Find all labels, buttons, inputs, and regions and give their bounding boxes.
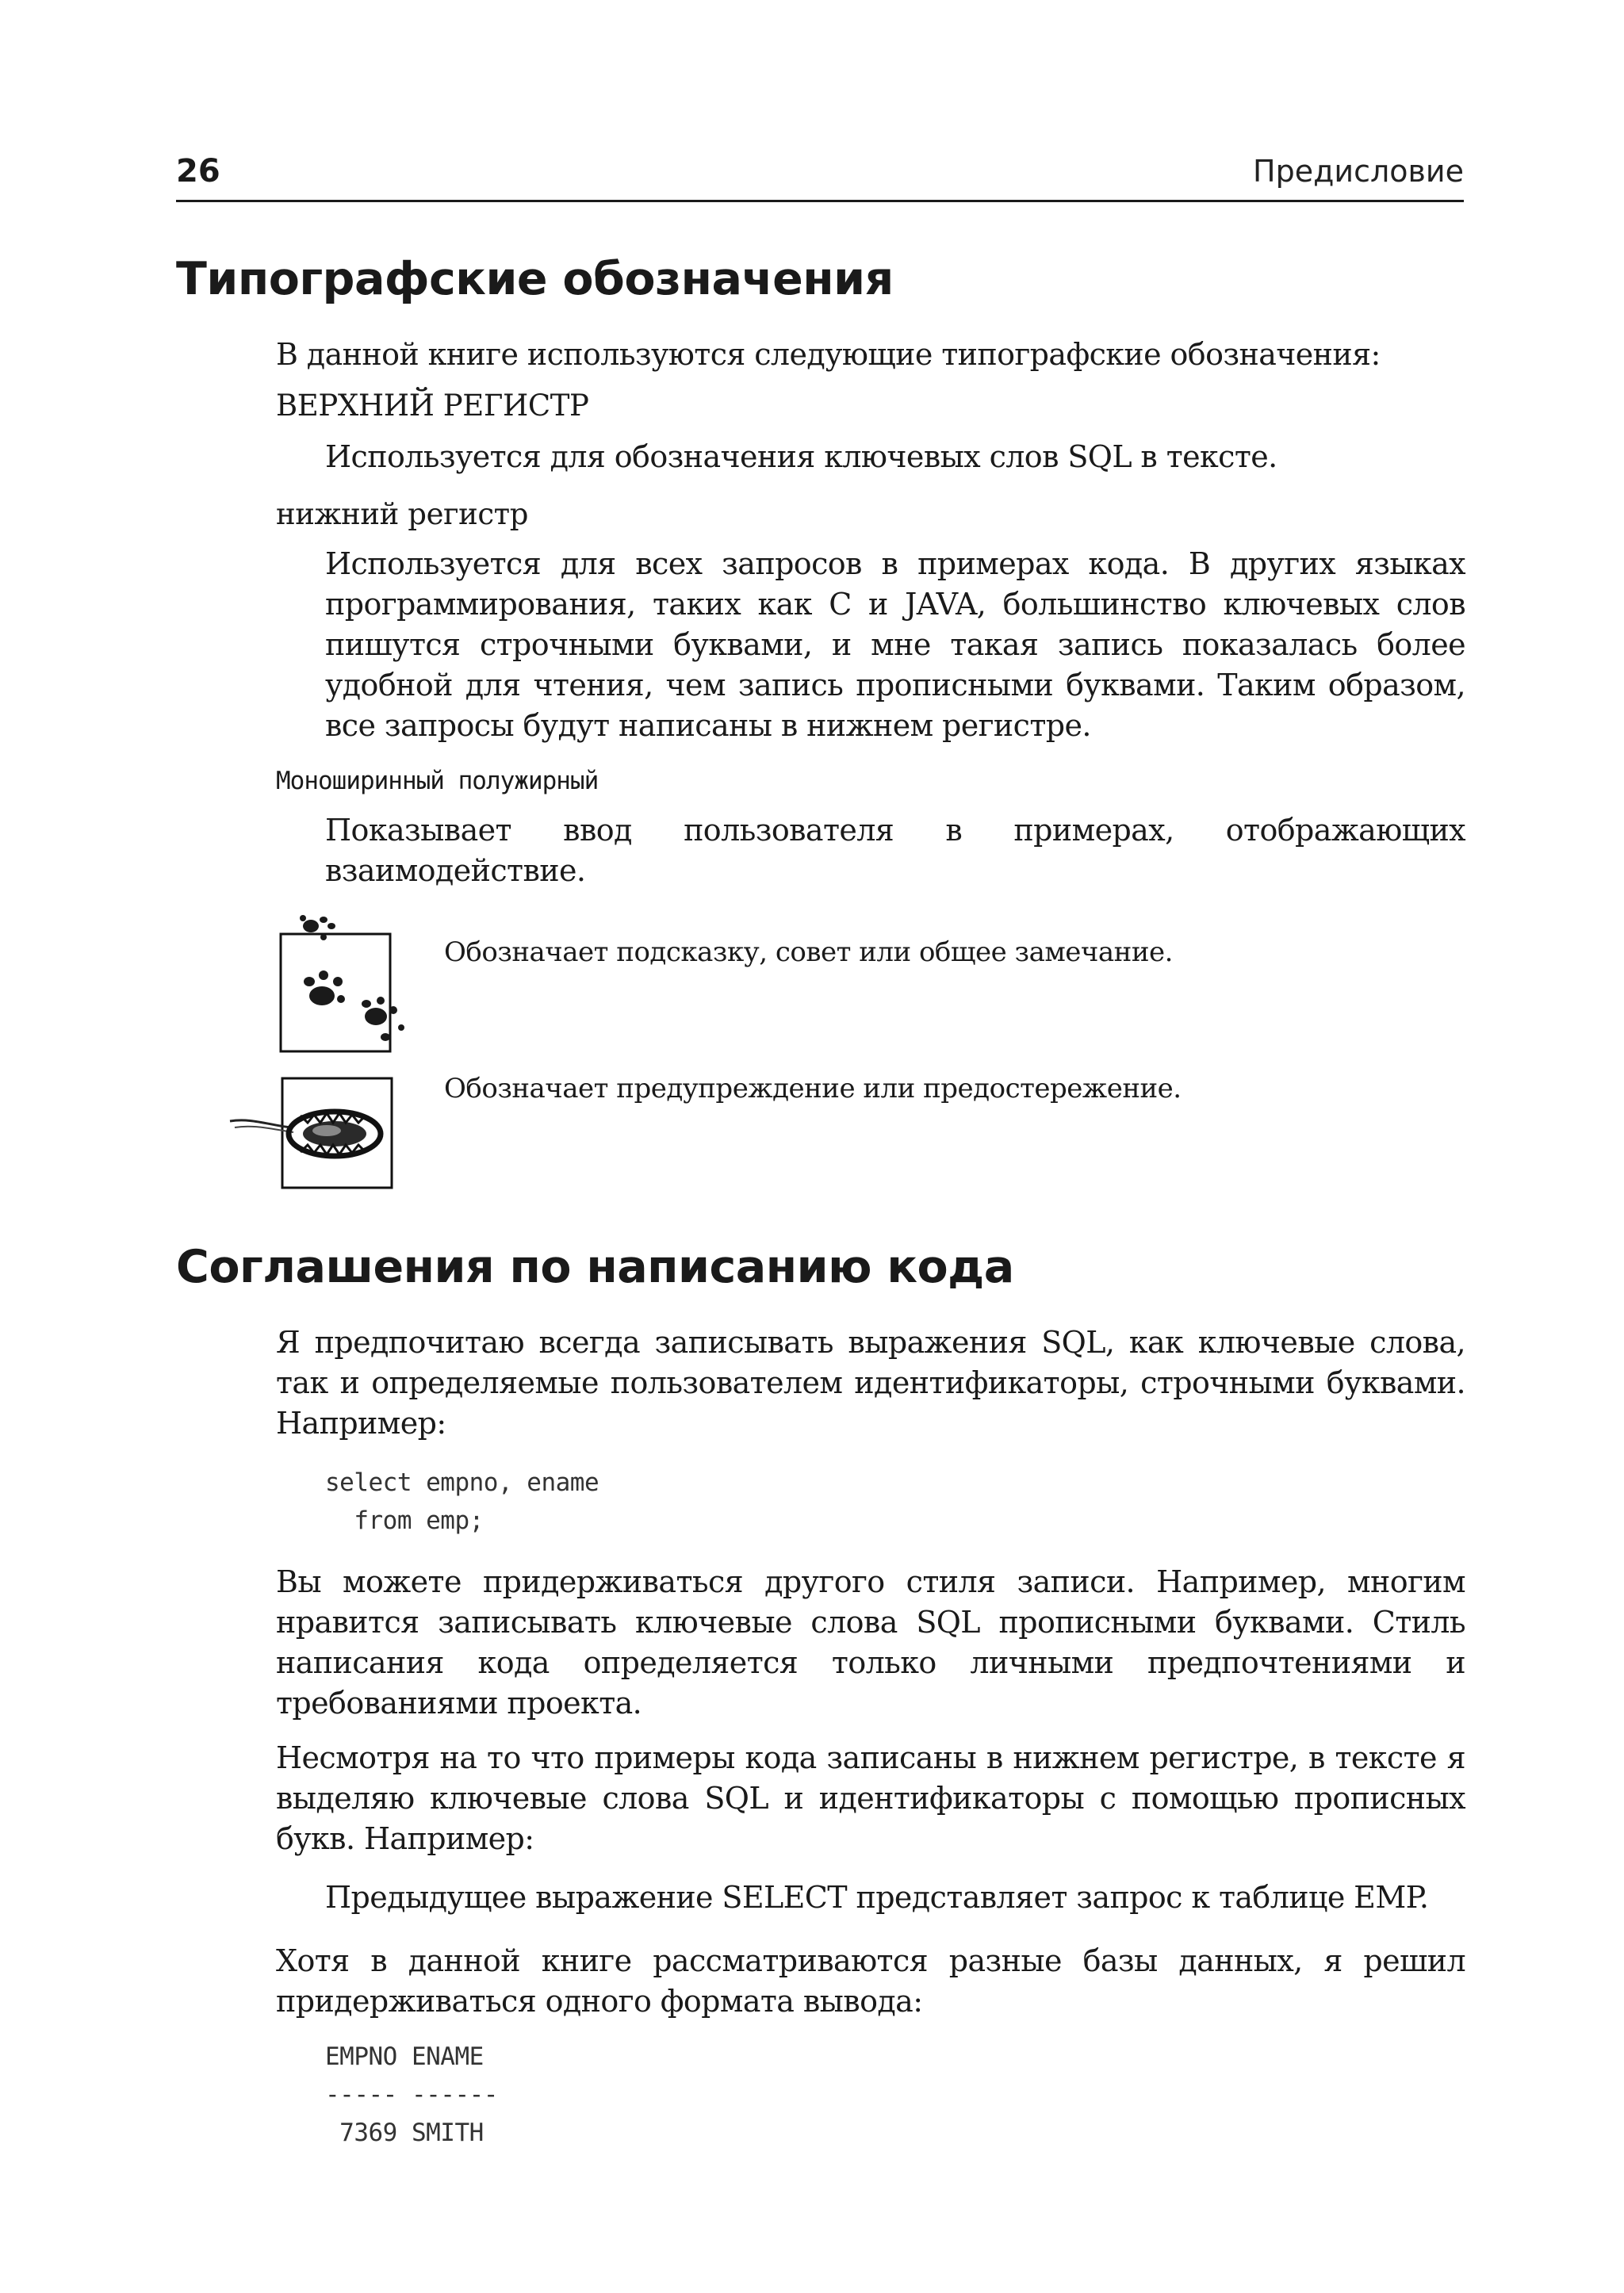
term-mono-bold-description: Показывает ввод пользователя в примерах, отображающих взаимодействие. — [325, 813, 1465, 888]
term-lower-case-description: Используется для всех запросов в примерах кода. В других языках программирования, таких как C и JAVA, большинство ключевых слов пишутся строчными буквами, и мне такая запись показалась более удобной для чтения, чем запись прописными буквами. Таким образом, все запросы будут написаны в нижнем регистре. — [325, 546, 1465, 743]
paw-prints-icon — [274, 909, 417, 1059]
running-header — [176, 149, 1464, 202]
section-heading-code-conventions: Соглашения по написанию кода — [176, 1241, 1014, 1293]
term-lower-case: нижний регистр — [276, 497, 529, 531]
term-mono-bold: Моноширинный полужирный — [276, 767, 599, 795]
code-conventions-para-2: Вы можете придерживаться другого стиля записи. Например, многим нравится записывать ключевые слова SQL прописными буквами. Стиль написания кода определяется только личными предпочтениями и требованиями проекта. — [276, 1564, 1465, 1721]
code-conventions-para-4: Хотя в данной книге рассматриваются разные базы данных, я решил придерживаться одного формата вывода: — [276, 1943, 1465, 2019]
section-heading-typography: Типографские обозначения — [176, 253, 894, 305]
page-number: 26 — [176, 153, 220, 189]
code-example-output: EMPNO ENAME ----- ------ 7369 SMITH — [325, 2042, 498, 2147]
term-upper-case-description: Используется для обозначения ключевых слов SQL в тексте. — [325, 439, 1277, 474]
section-intro: В данной книге используются следующие типографские обозначения: — [276, 337, 1381, 372]
term-upper-case: ВЕРХНИЙ РЕГИСТР — [276, 389, 589, 423]
code-conventions-para-3: Несмотря на то что примеры кода записаны в нижнем регистре, в тексте я выделяю ключевые слова SQL и идентификаторы с помощью прописных букв. Например: — [276, 1740, 1465, 1856]
warning-note-text: Обозначает предупреждение или предостережение. — [444, 1073, 1182, 1104]
running-title: Предисловие — [1253, 154, 1464, 189]
tip-note-text: Обозначает подсказку, совет или общее замечание. — [444, 936, 1173, 968]
code-conventions-para-1: Я предпочитаю всегда записывать выражения SQL, как ключевые слова, так и определяемые пользователем идентификаторы, строчными буквами. Например: — [276, 1325, 1465, 1441]
code-conventions-quote: Предыдущее выражение SELECT представляет запрос к таблице EMP. — [325, 1880, 1429, 1915]
trap-icon — [227, 1072, 401, 1191]
code-example-select: select empno, ename from emp; — [325, 1468, 599, 1535]
